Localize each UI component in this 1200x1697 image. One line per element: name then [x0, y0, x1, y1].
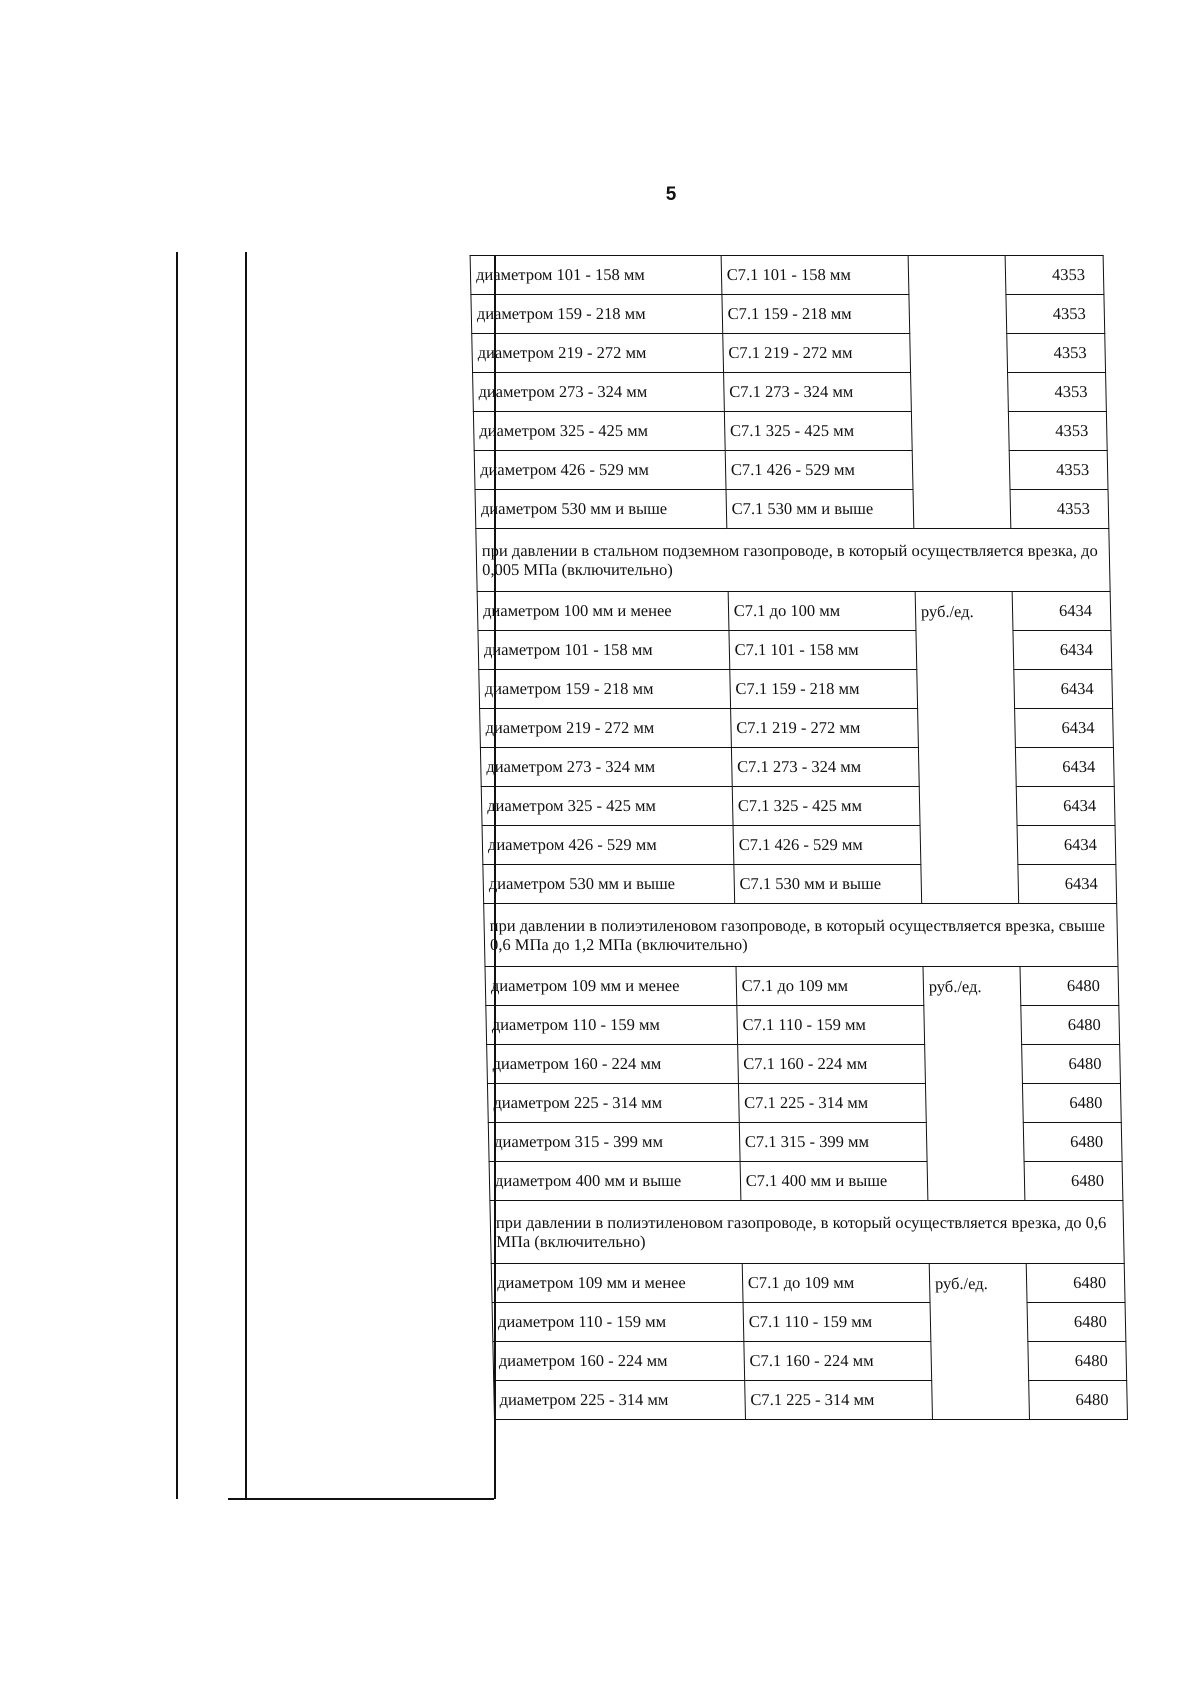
- section-header-text: при давлении в полиэтиленовом газопроводе, в который осуществляется врезка, свыше 0,6 МПа до 1,2 МПа (включительно): [484, 904, 1118, 967]
- code-cell: С7.1 426 - 529 мм: [733, 826, 921, 865]
- rate-value-cell: 6434: [1017, 826, 1116, 865]
- diameter-cell: диаметром 426 - 529 мм: [482, 826, 734, 865]
- rate-value-cell: 6434: [1018, 865, 1117, 904]
- table-row: [485, 967, 1119, 1006]
- table-row: [475, 490, 1109, 529]
- code-cell: С7.1 159 - 218 мм: [730, 670, 918, 709]
- table-row: [486, 1006, 1120, 1045]
- code-cell: С7.1 до 109 мм: [742, 1264, 930, 1303]
- rates-table: [470, 255, 1128, 1420]
- code-cell: С7.1 273 - 324 мм: [731, 748, 919, 787]
- diameter-cell: диаметром 219 - 272 мм: [472, 334, 724, 373]
- diameter-cell: диаметром 530 мм и выше: [483, 865, 735, 904]
- table-row: [473, 412, 1107, 451]
- table-row: [487, 1084, 1121, 1123]
- table-row: [478, 631, 1112, 670]
- diameter-cell: диаметром 325 - 425 мм: [481, 787, 733, 826]
- table-frame-bottom: [228, 1498, 494, 1500]
- section-header-row: [490, 1201, 1124, 1264]
- code-cell: С7.1 101 - 158 мм: [729, 631, 917, 670]
- rate-value-cell: 6480: [1026, 1264, 1125, 1303]
- code-cell: С7.1 110 - 159 мм: [737, 1006, 925, 1045]
- diameter-cell: диаметром 225 - 314 мм: [494, 1381, 746, 1420]
- rate-value-cell: 6480: [1028, 1342, 1127, 1381]
- table-row: [493, 1342, 1127, 1381]
- table-row: [479, 670, 1113, 709]
- diameter-cell: диаметром 219 - 272 мм: [480, 709, 732, 748]
- rate-value-cell: 4353: [1005, 256, 1104, 295]
- table-row: [477, 592, 1111, 631]
- unit-cell: [908, 256, 1011, 529]
- table-row: [494, 1381, 1128, 1420]
- diameter-cell: диаметром 315 - 399 мм: [488, 1123, 740, 1162]
- section-header-text: при давлении в полиэтиленовом газопроводе, в который осуществляется врезка, до 0,6 МПа (включительно): [490, 1201, 1124, 1264]
- rate-value-cell: 4353: [1010, 490, 1109, 529]
- unit-cell: руб./ед.: [923, 967, 1025, 1201]
- code-cell: С7.1 325 - 425 мм: [724, 412, 912, 451]
- table-row: [488, 1123, 1122, 1162]
- code-cell: С7.1 426 - 529 мм: [725, 451, 913, 490]
- code-cell: С7.1 315 - 399 мм: [739, 1123, 927, 1162]
- code-cell: С7.1 219 - 272 мм: [723, 334, 911, 373]
- rate-value-cell: 6480: [1027, 1303, 1126, 1342]
- rate-value-cell: 4353: [1007, 373, 1106, 412]
- rate-value-cell: 4353: [1009, 451, 1108, 490]
- rate-value-cell: 6480: [1022, 1045, 1121, 1084]
- diameter-cell: диаметром 160 - 224 мм: [493, 1342, 745, 1381]
- rate-value-cell: 6434: [1012, 592, 1111, 631]
- table-row: [471, 295, 1105, 334]
- diameter-cell: диаметром 325 - 425 мм: [473, 412, 725, 451]
- table-row: [481, 787, 1115, 826]
- unit-cell: руб./ед.: [915, 592, 1019, 904]
- rate-value-cell: 6480: [1022, 1084, 1121, 1123]
- rate-value-cell: 4353: [1006, 295, 1105, 334]
- code-cell: С7.1 225 - 314 мм: [744, 1381, 932, 1420]
- diameter-cell: диаметром 101 - 158 мм: [470, 256, 722, 295]
- code-cell: С7.1 101 - 158 мм: [721, 256, 909, 295]
- diameter-cell: диаметром 426 - 529 мм: [474, 451, 726, 490]
- rate-value-cell: 4353: [1007, 334, 1106, 373]
- table-row: [470, 256, 1104, 295]
- code-cell: С7.1 530 мм и выше: [734, 865, 922, 904]
- diameter-cell: диаметром 109 мм и менее: [491, 1264, 743, 1303]
- table-row: [489, 1162, 1123, 1201]
- diameter-cell: диаметром 225 - 314 мм: [487, 1084, 739, 1123]
- section-header-text: при давлении в стальном подземном газопроводе, в который осуществляется врезка, до 0,005 МПа (включительно): [476, 529, 1110, 592]
- diameter-cell: диаметром 110 - 159 мм: [492, 1303, 744, 1342]
- diameter-cell: диаметром 109 мм и менее: [485, 967, 737, 1006]
- diameter-cell: диаметром 273 - 324 мм: [480, 748, 732, 787]
- code-cell: С7.1 225 - 314 мм: [738, 1084, 926, 1123]
- rate-value-cell: 6434: [1013, 631, 1112, 670]
- diameter-cell: диаметром 530 мм и выше: [475, 490, 727, 529]
- rates-table-body: [470, 256, 1127, 1420]
- code-cell: С7.1 160 - 224 мм: [737, 1045, 925, 1084]
- table-row: [474, 451, 1108, 490]
- rate-value-cell: 6480: [1024, 1162, 1123, 1201]
- unit-cell: руб./ед.: [929, 1264, 1029, 1420]
- code-cell: С7.1 219 - 272 мм: [730, 709, 918, 748]
- rate-value-cell: 6434: [1015, 748, 1114, 787]
- diameter-cell: диаметром 159 - 218 мм: [471, 295, 723, 334]
- diameter-cell: диаметром 273 - 324 мм: [473, 373, 725, 412]
- rate-value-cell: 4353: [1008, 412, 1107, 451]
- code-cell: С7.1 110 - 159 мм: [743, 1303, 931, 1342]
- table-row: [473, 373, 1107, 412]
- page-number: 5: [665, 184, 677, 205]
- rate-value-cell: 6434: [1014, 709, 1113, 748]
- table-row: [483, 865, 1117, 904]
- diameter-cell: диаметром 110 - 159 мм: [486, 1006, 738, 1045]
- diameter-cell: диаметром 159 - 218 мм: [479, 670, 731, 709]
- table-row: [487, 1045, 1121, 1084]
- code-cell: С7.1 530 мм и выше: [726, 490, 914, 529]
- code-cell: С7.1 до 109 мм: [736, 967, 924, 1006]
- rate-value-cell: 6480: [1023, 1123, 1122, 1162]
- diameter-cell: диаметром 101 - 158 мм: [478, 631, 730, 670]
- code-cell: С7.1 160 - 224 мм: [744, 1342, 932, 1381]
- table-frame-left-inner: [245, 252, 247, 1499]
- table-row: [492, 1303, 1126, 1342]
- rate-value-cell: 6480: [1021, 1006, 1120, 1045]
- rate-value-cell: 6434: [1014, 670, 1113, 709]
- code-cell: С7.1 до 100 мм: [728, 592, 916, 631]
- diameter-cell: диаметром 100 мм и менее: [477, 592, 729, 631]
- table-row: [491, 1264, 1125, 1303]
- code-cell: С7.1 400 мм и выше: [740, 1162, 928, 1201]
- table-row: [482, 826, 1116, 865]
- code-cell: С7.1 273 - 324 мм: [723, 373, 911, 412]
- code-cell: С7.1 159 - 218 мм: [722, 295, 910, 334]
- table-row: [480, 709, 1114, 748]
- rate-value-cell: 6480: [1029, 1381, 1128, 1420]
- rate-value-cell: 6434: [1016, 787, 1115, 826]
- rate-value-cell: 6480: [1020, 967, 1119, 1006]
- table-row: [480, 748, 1114, 787]
- code-cell: С7.1 325 - 425 мм: [732, 787, 920, 826]
- diameter-cell: диаметром 160 - 224 мм: [487, 1045, 739, 1084]
- table-row: [472, 334, 1106, 373]
- section-header-row: [476, 529, 1110, 592]
- diameter-cell: диаметром 400 мм и выше: [489, 1162, 741, 1201]
- table-frame-left-outer: [176, 252, 178, 1499]
- section-header-row: [484, 904, 1118, 967]
